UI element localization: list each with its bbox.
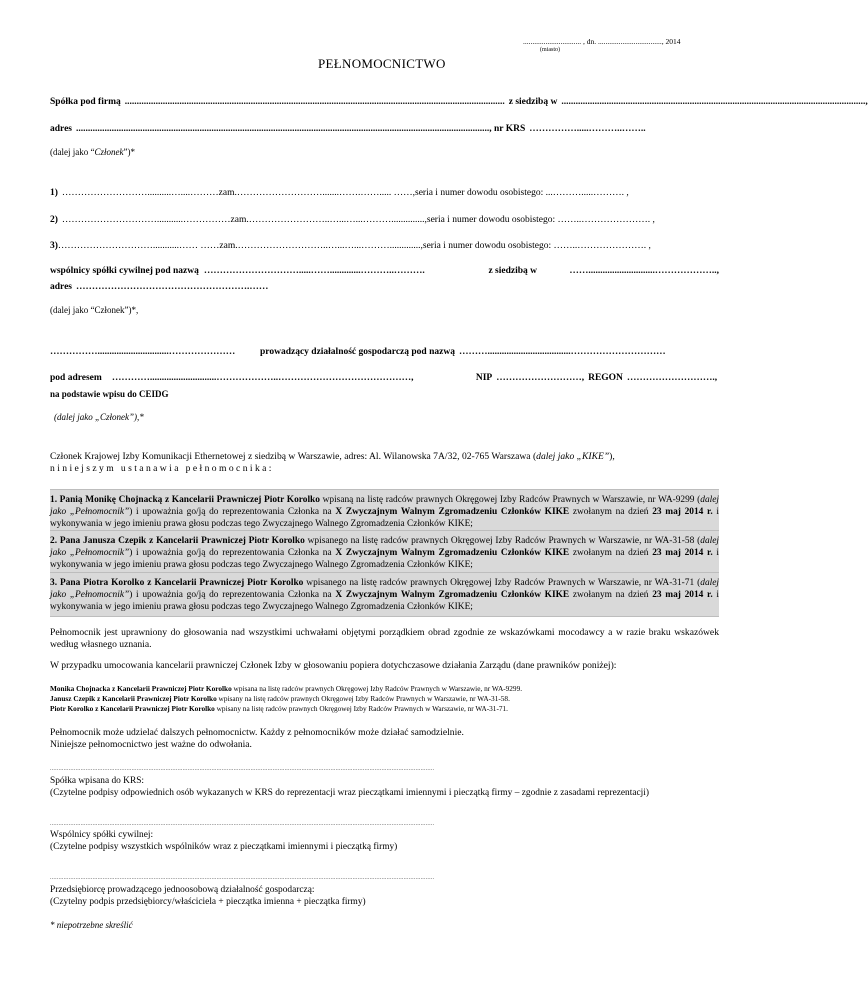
- lawyer-item-3: Piotr Korolko z Kancelarii Prawniczej Piotr Korolko wpisany na listę radców prawnych Okręgowej Izby Radców Prawnych w Warszawie, nr WA-31-71.: [50, 704, 508, 714]
- partner-row-1: 1) ………………………..........…....……… zam. ……………………….......…….……..... ……, seria i numer dowodu osobistego: ...……….....………. ,: [50, 188, 629, 198]
- establish-text: niniejszym ustanawia pełnomocnika:: [50, 463, 274, 474]
- company-address-row: [50, 124, 719, 134]
- signature-line-3: ..................................................................................................................................................................................................................................: [50, 875, 435, 881]
- closing-paragraph: Pełnomocnik może udzielać dalszych pełnomocnictw. Każdy z pełnomocników może działać samodzielnie. Niniejsze pełnomocnictwo jest ważne do odwołania.: [50, 727, 464, 750]
- company-address-label: adres: [50, 124, 72, 134]
- lawyer-item-1: Monika Chojnacka z Kancelarii Prawniczej Piotr Korolko wpisana na listę radców prawnych Okręgowej Izby Radców Prawnych w Warszawie, nr WA-9299.: [50, 684, 523, 693]
- company-seat-dots: ................................................................................................................................: [561, 97, 866, 107]
- company-seat-label: z siedzibą w: [508, 97, 558, 107]
- law-firm-note: W przypadku umocowania kancelarii prawniczej Członek Izby w głosowaniu popiera dotychczasowe działania Zarządu (dane prawników poniżej):: [50, 660, 617, 671]
- attorney-box-2: 2. Pana Janusza Czepik z Kancelarii Prawniczej Piotr Korolko wpisanego na listę radców prawnych Okręgowej Izby Radców Prawnych w Warszawie, nr WA-31-58 (dalej jako „Pełnomocnik”) i upoważnia go/ją do reprezentowania Członka na X Zwyczajnym Walnym Zgromadzeniu Członków KIKE zwołanym na dzień 23 maj 2014 r. i wykonywania w jego imieniu prawa głosu podczas tego Zwyczajnego Walnego Zgromadzenia Członków KIKE;: [50, 530, 719, 575]
- attorney-box-3: 3. Pana Piotra Korolko z Kancelarii Prawniczej Piotr Korolko wpisanego na listę radców prawnych Okręgowej Izby Radców Prawnych w Warszawie, nr WA-31-71 (dalej jako „Pełnomocnik”) i upoważnia go/ją do reprezentowania Członka na X Zwyczajnym Walnym Zgromadzeniu Członków KIKE zwołanym na dzień 23 maj 2014 r. i wykonywania w jego imieniu prawa głosu podczas tego Zwyczajnego Walnego Zgromadzenia Członków KIKE;: [50, 572, 719, 617]
- company-firm-row: Spółka pod firmą ................................................................................................................................................................ z siedzibą w ................................................................................................................................ ,: [50, 97, 868, 107]
- signature-block-3: Przedsiębiorcę prowadzącego jednoosobową działalność gospodarczą: (Czytelny podpis przedsiębiorcy/właściciela + pieczątka imienna + pieczątka firmy): [50, 885, 366, 907]
- signature-block-1: Spółka wpisana do KRS: (Czytelne podpisy odpowiednich osób wykazanych w KRS do reprezentacji wraz pieczątkami imiennymi i pieczątką firmy – zgodnie z zasadami reprezentacji): [50, 776, 649, 798]
- company-krs-dots: …………….....………..……..: [529, 124, 646, 134]
- company-firm-dots: ................................................................................................................................................................: [124, 97, 505, 107]
- attorney-box-1: 1. Panią Monikę Chojnacką z Kancelarii Prawniczej Piotr Korolko wpisaną na listę radców prawnych Okręgowej Izby Radców Prawnych w Warszawie, nr WA-9299 (dalej jako „Pełnomocnik”) i upoważnia go/ją do reprezentowania Członka na X Zwyczajnym Walnym Zgromadzeniu Członków KIKE zwołanym na dzień 23 maj 2014 r. i wykonywania w jego imieniu prawa głosu podczas tego Zwyczajnego Walnego Zgromadzenia Członków KIKE;: [50, 489, 719, 534]
- place-date-line: ............................... , dn. .................................., 2014: [523, 37, 681, 46]
- lawyers-list: [50, 684, 719, 715]
- lawyer-item-2: Janusz Czepik z Kancelarii Prawniczej Piotr Korolko wpisany na listę radców prawnych Okręgowej Izby Radców Prawnych w Warszawie, nr WA-31-58.: [50, 694, 510, 704]
- document-title: PEŁNOMOCNICTWO: [318, 56, 446, 71]
- sole-proprietor-row: ……………..............................………………… prowadzący działalność gospodarczą pod nazwą ………...................................…………………………: [50, 347, 666, 357]
- company-krs-label: , nr KRS: [489, 124, 526, 134]
- civil-member-note: (dalej jako “Członek”)*,: [50, 305, 139, 315]
- signature-block-2: Wspólnicy spółki cywilnej: (Czytelne podpisy wszystkich wspólników wraz z pieczątkami imiennymi i pieczątką firmy): [50, 830, 398, 852]
- civil-address-row: adres ……………………………………………….……: [50, 282, 269, 292]
- signature-line-1: ..................................................................................................................................................................................................................................: [50, 766, 435, 772]
- signature-line-2: ..................................................................................................................................................................................................................................: [50, 821, 435, 827]
- partner-row-3: 3) …………………………...........…… …… zam. ………………………..…...…...………............., seria i numer dowodu osobistego: ……..…………………. ,: [50, 241, 651, 251]
- company-address-dots: ..............................................................................................................................................................................: [76, 124, 490, 134]
- authority-paragraph: Pełnomocnik jest uprawniony do głosowania nad wszystkimi uchwałami objętymi porządkiem obrad zgodnie ze wskazówkami mocodawcy a w razie braku wskazówek według własnego uznania.: [50, 627, 719, 650]
- sole-member-note: (dalej jako „Członek”),*: [54, 412, 144, 422]
- company-firm-label: Spółka pod firmą: [50, 97, 121, 107]
- grant-paragraph: Członek Krajowej Izby Komunikacji Ethernetowej z siedzibą w Warszawie, adres: Al. Wilanowska 7A/32, 02-765 Warszawa (dalej jako „KIKE”), niniejszym ustanawia pełnomocnika:: [50, 451, 615, 474]
- civil-partnership-row: wspólnicy spółki cywilnej pod nazwą ………………………….....…….............………..………. z siedzibą w ……............................………………..,: [50, 266, 719, 276]
- partner-row-2: 2) …………………………...........…………… zam. ……………………..…...…...……….............., seria i numer dowodu osobistego: ……..…………………. ,: [50, 215, 655, 225]
- sole-address-row: pod adresem …………............................………………..……………………………………, NIP ………………………, REGON ……………………….,: [50, 373, 718, 383]
- place-caption: (miasto): [540, 47, 560, 53]
- footnote: * niepotrzebne skreślić: [50, 920, 133, 930]
- ceidg-label: na podstawie wpisu do CEIDG: [50, 389, 169, 399]
- company-member-note: (dalej jako “Członek”)*: [50, 147, 135, 157]
